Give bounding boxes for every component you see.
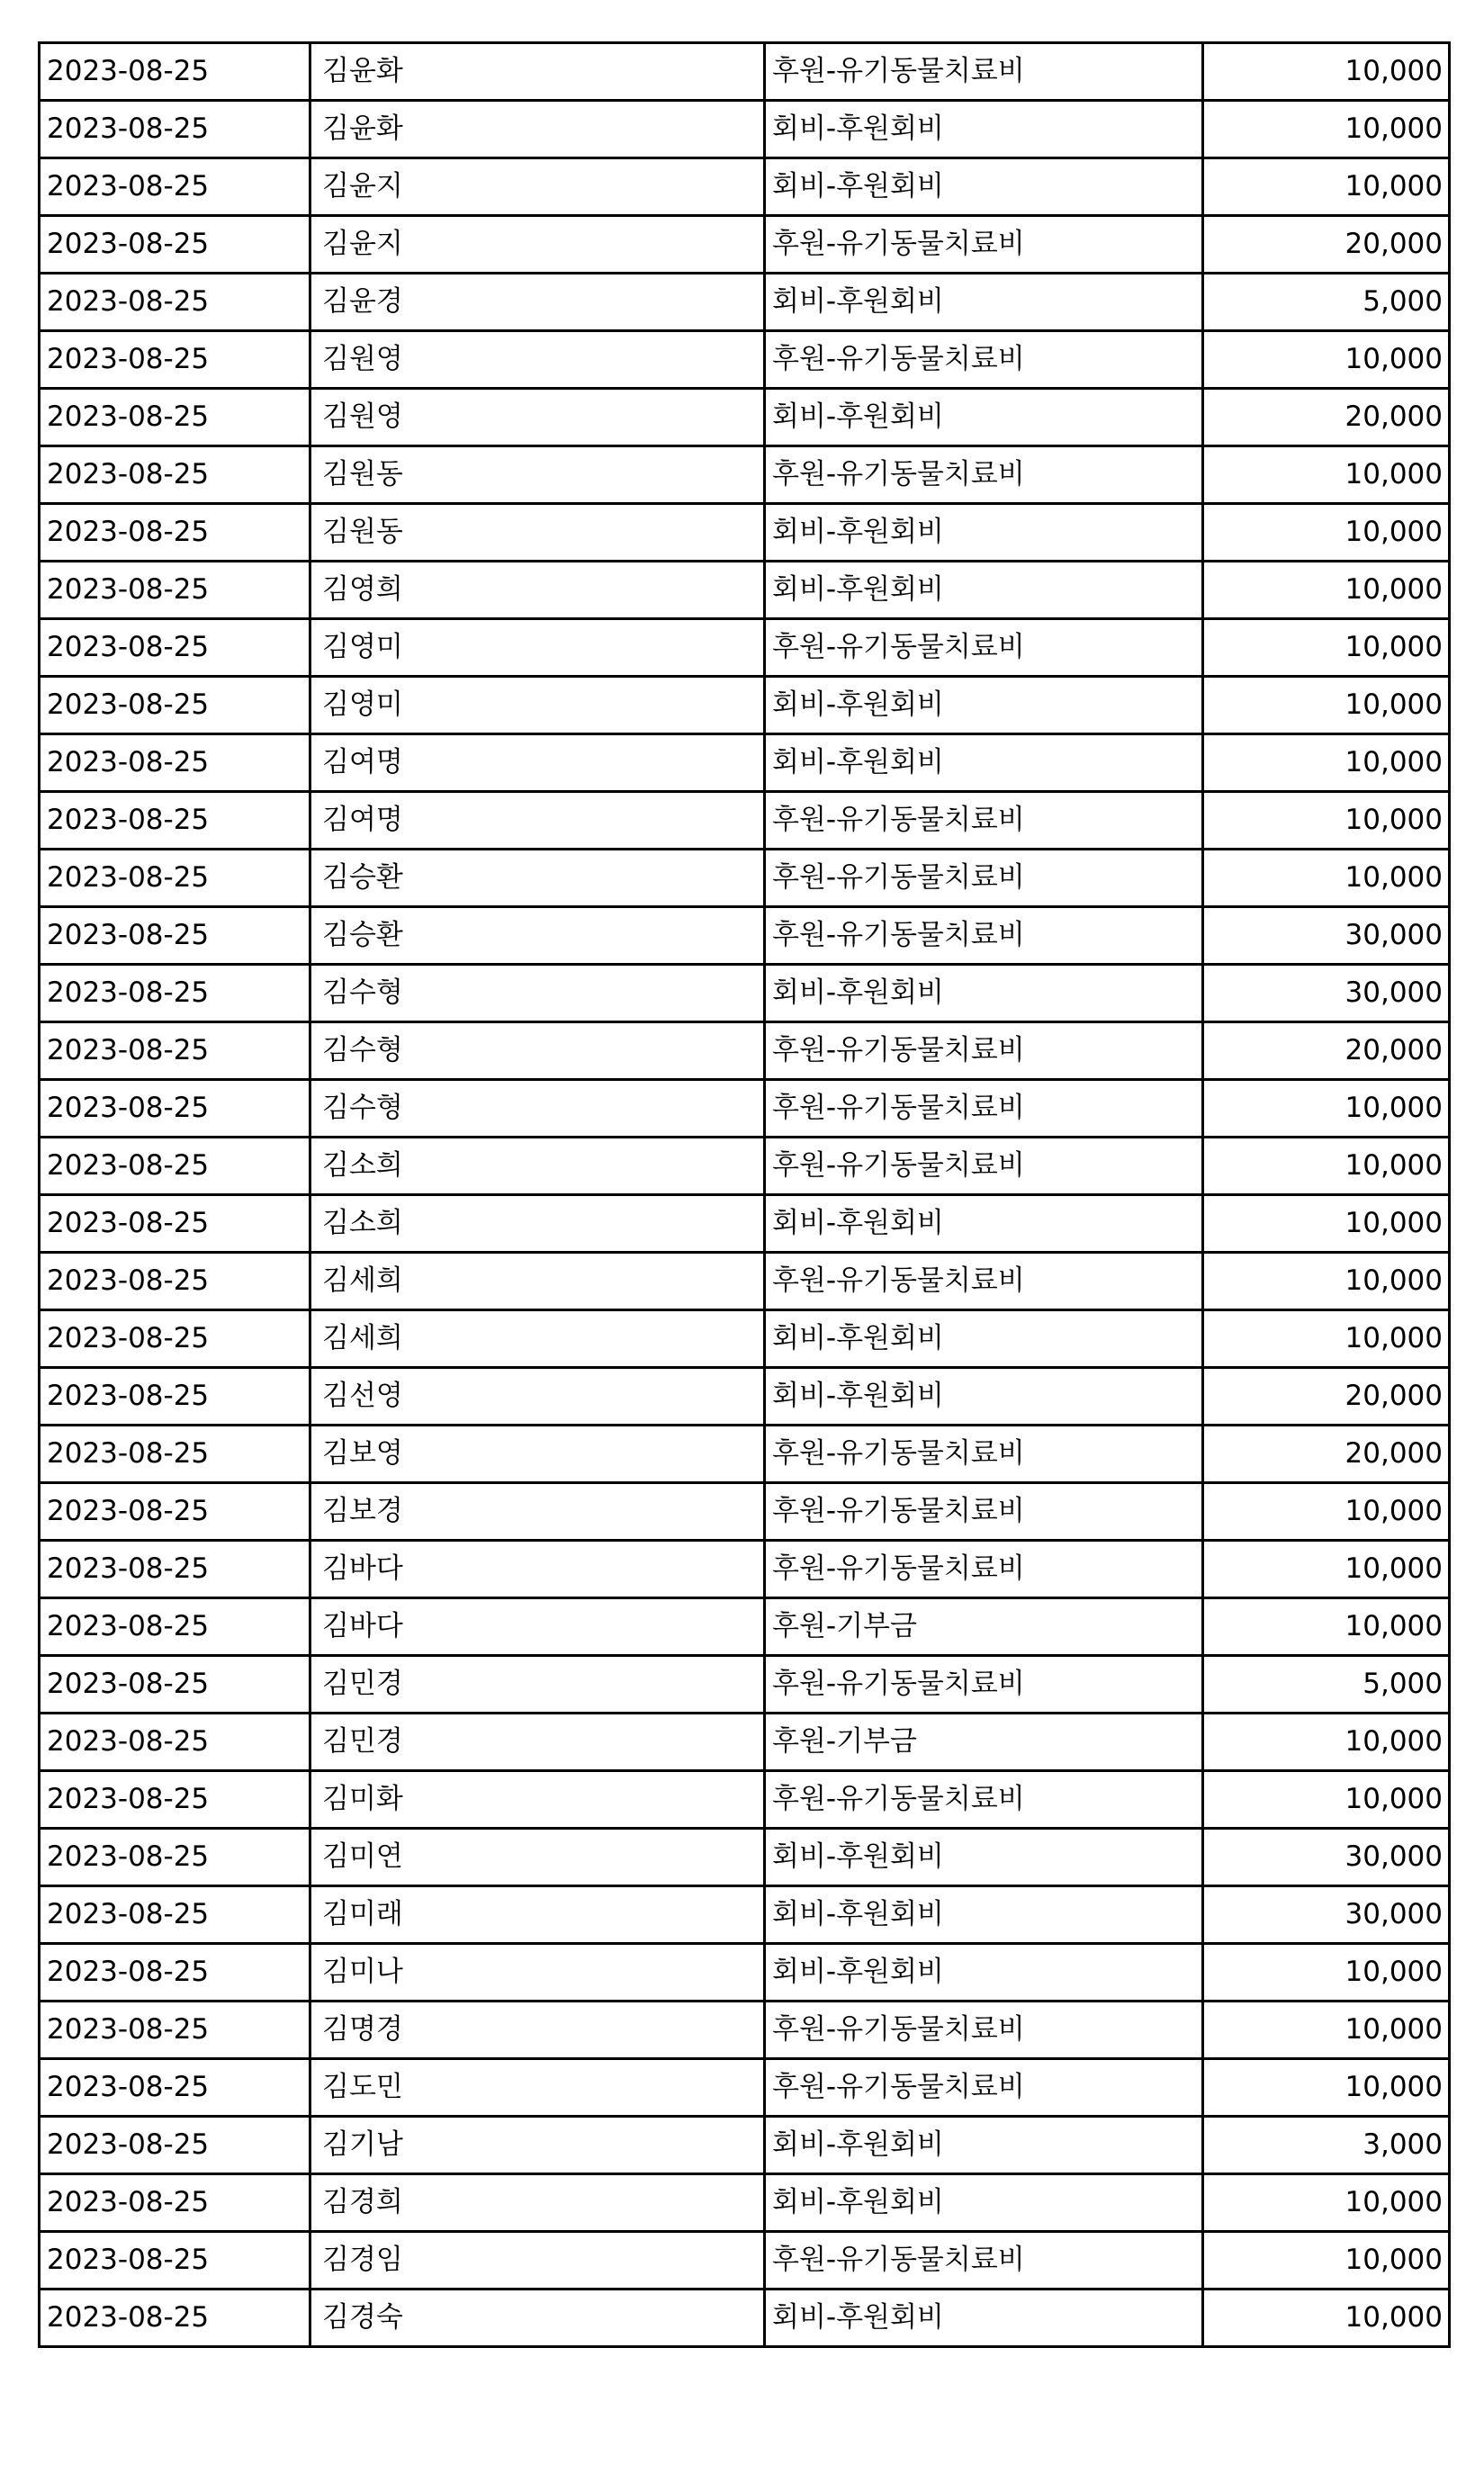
item-cell: 후원-유기동물치료비 bbox=[765, 619, 1203, 677]
amount-cell: 5,000 bbox=[1203, 274, 1450, 331]
donor-name-cell: 김윤지 bbox=[310, 158, 765, 216]
donor-name-cell: 김수형 bbox=[310, 1080, 765, 1138]
date-cell: 2023-08-25 bbox=[40, 1771, 310, 1829]
table-row bbox=[40, 1771, 1450, 1829]
donor-name-cell: 김도민 bbox=[310, 2059, 765, 2117]
table-row bbox=[40, 2002, 1450, 2059]
date-cell: 2023-08-25 bbox=[40, 1310, 310, 1368]
donor-name-cell: 김수형 bbox=[310, 1022, 765, 1080]
table-row bbox=[40, 274, 1450, 331]
table-row bbox=[40, 504, 1450, 562]
table-row bbox=[40, 1656, 1450, 1714]
date-cell: 2023-08-25 bbox=[40, 1656, 310, 1714]
date-cell: 2023-08-25 bbox=[40, 2290, 310, 2347]
donor-name-cell: 김세희 bbox=[310, 1310, 765, 1368]
donor-name-cell: 김승환 bbox=[310, 907, 765, 965]
donor-name-cell: 김민경 bbox=[310, 1656, 765, 1714]
amount-cell: 10,000 bbox=[1203, 1483, 1450, 1541]
table-row bbox=[40, 1886, 1450, 1944]
item-cell: 회비-후원회비 bbox=[765, 158, 1203, 216]
item-cell: 회비-후원회비 bbox=[765, 274, 1203, 331]
amount-cell: 10,000 bbox=[1203, 1195, 1450, 1253]
date-cell: 2023-08-25 bbox=[40, 907, 310, 965]
amount-cell: 10,000 bbox=[1203, 2290, 1450, 2347]
donor-name-cell: 김명경 bbox=[310, 2002, 765, 2059]
donor-name-cell: 김영미 bbox=[310, 677, 765, 734]
table-row bbox=[40, 446, 1450, 504]
item-cell: 후원-유기동물치료비 bbox=[765, 1138, 1203, 1195]
donor-name-cell: 김세희 bbox=[310, 1253, 765, 1310]
item-cell: 회비-후원회비 bbox=[765, 562, 1203, 619]
donor-name-cell: 김소희 bbox=[310, 1138, 765, 1195]
table-row bbox=[40, 1598, 1450, 1656]
item-cell: 회비-후원회비 bbox=[765, 1195, 1203, 1253]
item-cell: 후원-유기동물치료비 bbox=[765, 446, 1203, 504]
table-row bbox=[40, 619, 1450, 677]
date-cell: 2023-08-25 bbox=[40, 1195, 310, 1253]
date-cell: 2023-08-25 bbox=[40, 1022, 310, 1080]
amount-cell: 10,000 bbox=[1203, 101, 1450, 158]
date-cell: 2023-08-25 bbox=[40, 2232, 310, 2290]
donor-name-cell: 김경희 bbox=[310, 2174, 765, 2232]
amount-cell: 10,000 bbox=[1203, 1138, 1450, 1195]
table-row bbox=[40, 907, 1450, 965]
amount-cell: 10,000 bbox=[1203, 1541, 1450, 1598]
donor-name-cell: 김미연 bbox=[310, 1829, 765, 1886]
item-cell: 후원-유기동물치료비 bbox=[765, 331, 1203, 389]
amount-cell: 30,000 bbox=[1203, 1829, 1450, 1886]
donor-name-cell: 김여명 bbox=[310, 734, 765, 792]
donor-name-cell: 김여명 bbox=[310, 792, 765, 850]
item-cell: 회비-후원회비 bbox=[765, 1886, 1203, 1944]
donor-name-cell: 김영미 bbox=[310, 619, 765, 677]
table-row bbox=[40, 2059, 1450, 2117]
amount-cell: 10,000 bbox=[1203, 1310, 1450, 1368]
amount-cell: 30,000 bbox=[1203, 965, 1450, 1022]
item-cell: 회비-후원회비 bbox=[765, 389, 1203, 446]
item-cell: 후원-유기동물치료비 bbox=[765, 1656, 1203, 1714]
table-row bbox=[40, 1195, 1450, 1253]
table-row bbox=[40, 1080, 1450, 1138]
amount-cell: 10,000 bbox=[1203, 1253, 1450, 1310]
donor-name-cell: 김원동 bbox=[310, 446, 765, 504]
date-cell: 2023-08-25 bbox=[40, 1541, 310, 1598]
table-row bbox=[40, 965, 1450, 1022]
date-cell: 2023-08-25 bbox=[40, 1080, 310, 1138]
table-row bbox=[40, 1138, 1450, 1195]
table-row bbox=[40, 1483, 1450, 1541]
table-row bbox=[40, 562, 1450, 619]
date-cell: 2023-08-25 bbox=[40, 1368, 310, 1426]
donor-name-cell: 김바다 bbox=[310, 1541, 765, 1598]
date-cell: 2023-08-25 bbox=[40, 504, 310, 562]
amount-cell: 30,000 bbox=[1203, 1886, 1450, 1944]
donor-name-cell: 김승환 bbox=[310, 850, 765, 907]
table-row bbox=[40, 1310, 1450, 1368]
table-row bbox=[40, 43, 1450, 101]
table-row bbox=[40, 1944, 1450, 2002]
date-cell: 2023-08-25 bbox=[40, 158, 310, 216]
donation-ledger-table bbox=[38, 41, 1451, 2348]
amount-cell: 20,000 bbox=[1203, 389, 1450, 446]
date-cell: 2023-08-25 bbox=[40, 216, 310, 274]
donor-name-cell: 김민경 bbox=[310, 1714, 765, 1771]
amount-cell: 3,000 bbox=[1203, 2117, 1450, 2174]
table-row bbox=[40, 1426, 1450, 1483]
item-cell: 후원-유기동물치료비 bbox=[765, 2002, 1203, 2059]
donor-name-cell: 김미화 bbox=[310, 1771, 765, 1829]
date-cell: 2023-08-25 bbox=[40, 965, 310, 1022]
amount-cell: 10,000 bbox=[1203, 331, 1450, 389]
table-row bbox=[40, 1022, 1450, 1080]
item-cell: 회비-후원회비 bbox=[765, 504, 1203, 562]
table-row bbox=[40, 792, 1450, 850]
amount-cell: 10,000 bbox=[1203, 2059, 1450, 2117]
amount-cell: 10,000 bbox=[1203, 734, 1450, 792]
item-cell: 회비-후원회비 bbox=[765, 734, 1203, 792]
date-cell: 2023-08-25 bbox=[40, 43, 310, 101]
table-row bbox=[40, 101, 1450, 158]
donor-name-cell: 김윤화 bbox=[310, 101, 765, 158]
table-row bbox=[40, 1253, 1450, 1310]
date-cell: 2023-08-25 bbox=[40, 1886, 310, 1944]
table-row bbox=[40, 1829, 1450, 1886]
donor-name-cell: 김윤경 bbox=[310, 274, 765, 331]
donor-name-cell: 김보영 bbox=[310, 1426, 765, 1483]
date-cell: 2023-08-25 bbox=[40, 274, 310, 331]
date-cell: 2023-08-25 bbox=[40, 1944, 310, 2002]
item-cell: 회비-후원회비 bbox=[765, 2174, 1203, 2232]
item-cell: 후원-유기동물치료비 bbox=[765, 1541, 1203, 1598]
date-cell: 2023-08-25 bbox=[40, 619, 310, 677]
table-row bbox=[40, 734, 1450, 792]
donor-name-cell: 김경임 bbox=[310, 2232, 765, 2290]
table-row bbox=[40, 331, 1450, 389]
donor-name-cell: 김원동 bbox=[310, 504, 765, 562]
item-cell: 후원-유기동물치료비 bbox=[765, 1771, 1203, 1829]
date-cell: 2023-08-25 bbox=[40, 1598, 310, 1656]
table-row bbox=[40, 216, 1450, 274]
item-cell: 후원-유기동물치료비 bbox=[765, 907, 1203, 965]
amount-cell: 10,000 bbox=[1203, 2174, 1450, 2232]
amount-cell: 10,000 bbox=[1203, 1944, 1450, 2002]
date-cell: 2023-08-25 bbox=[40, 734, 310, 792]
amount-cell: 10,000 bbox=[1203, 2002, 1450, 2059]
amount-cell: 10,000 bbox=[1203, 1080, 1450, 1138]
table-row bbox=[40, 2174, 1450, 2232]
date-cell: 2023-08-25 bbox=[40, 2059, 310, 2117]
donor-name-cell: 김미래 bbox=[310, 1886, 765, 1944]
date-cell: 2023-08-25 bbox=[40, 1829, 310, 1886]
date-cell: 2023-08-25 bbox=[40, 1426, 310, 1483]
item-cell: 회비-후원회비 bbox=[765, 101, 1203, 158]
item-cell: 후원-유기동물치료비 bbox=[765, 1483, 1203, 1541]
item-cell: 회비-후원회비 bbox=[765, 1368, 1203, 1426]
donor-name-cell: 김원영 bbox=[310, 389, 765, 446]
date-cell: 2023-08-25 bbox=[40, 389, 310, 446]
date-cell: 2023-08-25 bbox=[40, 1253, 310, 1310]
donor-name-cell: 김선영 bbox=[310, 1368, 765, 1426]
date-cell: 2023-08-25 bbox=[40, 101, 310, 158]
table-row bbox=[40, 2290, 1450, 2347]
donor-name-cell: 김미나 bbox=[310, 1944, 765, 2002]
item-cell: 회비-후원회비 bbox=[765, 2117, 1203, 2174]
date-cell: 2023-08-25 bbox=[40, 331, 310, 389]
donor-name-cell: 김윤지 bbox=[310, 216, 765, 274]
amount-cell: 10,000 bbox=[1203, 1714, 1450, 1771]
date-cell: 2023-08-25 bbox=[40, 792, 310, 850]
amount-cell: 10,000 bbox=[1203, 158, 1450, 216]
date-cell: 2023-08-25 bbox=[40, 446, 310, 504]
amount-cell: 10,000 bbox=[1203, 43, 1450, 101]
donor-name-cell: 김윤화 bbox=[310, 43, 765, 101]
amount-cell: 30,000 bbox=[1203, 907, 1450, 965]
date-cell: 2023-08-25 bbox=[40, 2002, 310, 2059]
donor-name-cell: 김경숙 bbox=[310, 2290, 765, 2347]
amount-cell: 5,000 bbox=[1203, 1656, 1450, 1714]
table-row bbox=[40, 1541, 1450, 1598]
amount-cell: 20,000 bbox=[1203, 1368, 1450, 1426]
donor-name-cell: 김수형 bbox=[310, 965, 765, 1022]
table-row bbox=[40, 158, 1450, 216]
table-row bbox=[40, 1714, 1450, 1771]
item-cell: 후원-유기동물치료비 bbox=[765, 2059, 1203, 2117]
amount-cell: 10,000 bbox=[1203, 504, 1450, 562]
table-row bbox=[40, 389, 1450, 446]
donor-name-cell: 김바다 bbox=[310, 1598, 765, 1656]
table-row bbox=[40, 2232, 1450, 2290]
item-cell: 후원-유기동물치료비 bbox=[765, 792, 1203, 850]
date-cell: 2023-08-25 bbox=[40, 677, 310, 734]
date-cell: 2023-08-25 bbox=[40, 2117, 310, 2174]
date-cell: 2023-08-25 bbox=[40, 2174, 310, 2232]
table-row bbox=[40, 2117, 1450, 2174]
donor-name-cell: 김영희 bbox=[310, 562, 765, 619]
item-cell: 회비-후원회비 bbox=[765, 1944, 1203, 2002]
item-cell: 후원-유기동물치료비 bbox=[765, 2232, 1203, 2290]
date-cell: 2023-08-25 bbox=[40, 1714, 310, 1771]
item-cell: 회비-후원회비 bbox=[765, 965, 1203, 1022]
table-row bbox=[40, 1368, 1450, 1426]
amount-cell: 20,000 bbox=[1203, 216, 1450, 274]
amount-cell: 10,000 bbox=[1203, 619, 1450, 677]
amount-cell: 20,000 bbox=[1203, 1426, 1450, 1483]
donor-name-cell: 김원영 bbox=[310, 331, 765, 389]
item-cell: 후원-유기동물치료비 bbox=[765, 850, 1203, 907]
item-cell: 회비-후원회비 bbox=[765, 1310, 1203, 1368]
item-cell: 회비-후원회비 bbox=[765, 1829, 1203, 1886]
donor-name-cell: 김소희 bbox=[310, 1195, 765, 1253]
table-row bbox=[40, 850, 1450, 907]
item-cell: 회비-후원회비 bbox=[765, 2290, 1203, 2347]
item-cell: 회비-후원회비 bbox=[765, 677, 1203, 734]
amount-cell: 10,000 bbox=[1203, 1598, 1450, 1656]
amount-cell: 10,000 bbox=[1203, 446, 1450, 504]
amount-cell: 10,000 bbox=[1203, 1771, 1450, 1829]
date-cell: 2023-08-25 bbox=[40, 850, 310, 907]
item-cell: 후원-유기동물치료비 bbox=[765, 1022, 1203, 1080]
item-cell: 후원-유기동물치료비 bbox=[765, 1080, 1203, 1138]
ledger-body bbox=[40, 43, 1450, 2347]
amount-cell: 10,000 bbox=[1203, 792, 1450, 850]
item-cell: 후원-기부금 bbox=[765, 1714, 1203, 1771]
date-cell: 2023-08-25 bbox=[40, 562, 310, 619]
item-cell: 후원-유기동물치료비 bbox=[765, 43, 1203, 101]
item-cell: 후원-유기동물치료비 bbox=[765, 1253, 1203, 1310]
item-cell: 후원-유기동물치료비 bbox=[765, 216, 1203, 274]
donor-name-cell: 김기남 bbox=[310, 2117, 765, 2174]
amount-cell: 10,000 bbox=[1203, 2232, 1450, 2290]
date-cell: 2023-08-25 bbox=[40, 1483, 310, 1541]
item-cell: 후원-유기동물치료비 bbox=[765, 1426, 1203, 1483]
donor-name-cell: 김보경 bbox=[310, 1483, 765, 1541]
amount-cell: 10,000 bbox=[1203, 562, 1450, 619]
amount-cell: 10,000 bbox=[1203, 850, 1450, 907]
date-cell: 2023-08-25 bbox=[40, 1138, 310, 1195]
amount-cell: 20,000 bbox=[1203, 1022, 1450, 1080]
amount-cell: 10,000 bbox=[1203, 677, 1450, 734]
item-cell: 후원-기부금 bbox=[765, 1598, 1203, 1656]
table-row bbox=[40, 677, 1450, 734]
